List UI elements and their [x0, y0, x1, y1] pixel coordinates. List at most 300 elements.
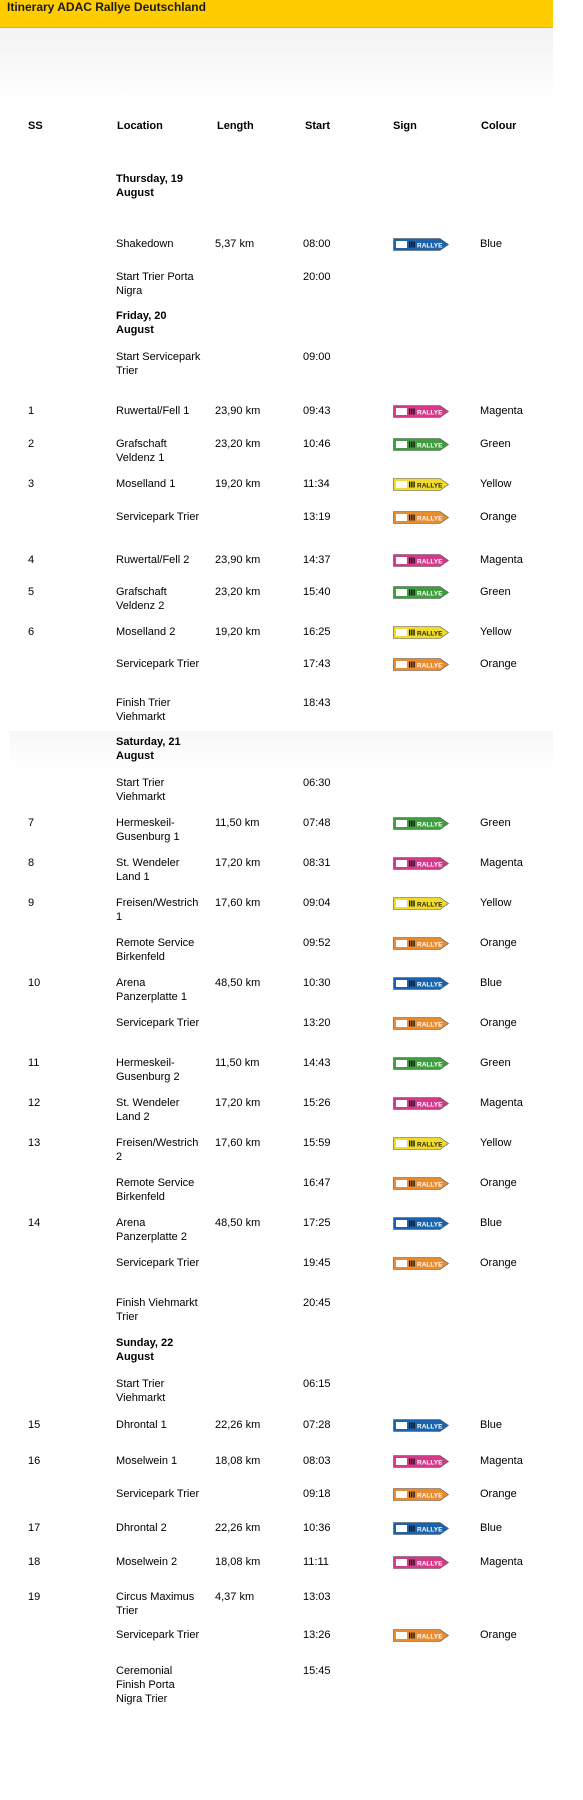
- rallye-arrow-sign: [393, 511, 449, 524]
- sign-logo-stripe: [411, 482, 412, 488]
- sign-label: RALLYE: [417, 662, 443, 670]
- rallye-sign-icon: [393, 1097, 449, 1110]
- rallye-sign-icon: [393, 1522, 449, 1535]
- stage-colour: Green: [480, 586, 511, 598]
- sign-logo-stripe: [411, 1141, 412, 1147]
- sign-logo-stripe: [413, 1101, 414, 1107]
- stage-colour: Yellow: [480, 626, 512, 638]
- day-band: [10, 731, 553, 771]
- stage-start-time: 06:15: [303, 1378, 331, 1390]
- stage-start-time: 08:00: [303, 238, 331, 250]
- stage-location: Dhrontal 1: [116, 1419, 167, 1431]
- sign-logo-stripe: [413, 630, 414, 636]
- stage-location: St. Wendeler Land 1: [116, 857, 180, 883]
- stage-start-time: 17:43: [303, 658, 331, 670]
- stage-number: 3: [28, 478, 35, 490]
- rallye-sign-icon: [393, 977, 449, 990]
- sign-logo-box: [396, 1100, 407, 1107]
- sign-logo-stripe: [413, 1141, 414, 1147]
- stage-colour: Blue: [480, 1419, 503, 1431]
- rallye-sign-icon: [393, 511, 449, 524]
- stage-location: Finish Trier Viehmarkt: [116, 697, 171, 723]
- stage-start-time: 10:46: [303, 438, 331, 450]
- stage-location: Moselland 1: [116, 478, 176, 490]
- sign-logo-stripe: [411, 630, 412, 636]
- stage-start-time: 08:31: [303, 857, 331, 869]
- sign-logo-box: [396, 1220, 407, 1227]
- stage-length: 19,20 km: [215, 478, 261, 490]
- day-heading: Thursday, 19 August: [116, 173, 184, 199]
- stage-number: 18: [28, 1556, 41, 1568]
- sign-logo-stripe: [409, 442, 410, 448]
- sign-logo-stripe: [411, 662, 412, 668]
- stage-location: Start Servicepark Trier: [116, 351, 201, 377]
- stage-start-time: 13:19: [303, 511, 331, 523]
- sign-logo-stripe: [413, 242, 414, 248]
- stage-start-time: 14:43: [303, 1057, 331, 1069]
- stage-location: Servicepark Trier: [116, 658, 200, 670]
- sign-logo-stripe: [413, 1061, 414, 1067]
- stage-length: 17,20 km: [215, 1097, 261, 1109]
- stage-number: 8: [28, 857, 35, 869]
- stage-number: 15: [28, 1419, 41, 1431]
- stage-number: 9: [28, 897, 35, 909]
- sign-logo-stripe: [409, 1526, 410, 1532]
- stage-location: Grafschaft Veldenz 2: [116, 586, 167, 612]
- rallye-sign-icon: [393, 1455, 449, 1468]
- stage-location: Moselwein 1: [116, 1455, 178, 1467]
- sign-label: RALLYE: [417, 409, 443, 417]
- sign-logo-box: [396, 514, 407, 521]
- stage-location: Arena Panzerplatte 2: [116, 1217, 187, 1243]
- stage-start-time: 19:45: [303, 1257, 331, 1269]
- sign-label: RALLYE: [417, 1459, 443, 1467]
- sign-logo-stripe: [413, 1261, 414, 1267]
- sign-logo-stripe: [411, 409, 412, 415]
- rallye-arrow-sign: [393, 1097, 449, 1110]
- rallye-arrow-sign: [393, 817, 449, 830]
- sign-logo-stripe: [409, 1141, 410, 1147]
- rallye-arrow-sign: [393, 1488, 449, 1501]
- sign-label: RALLYE: [417, 558, 443, 566]
- sign-logo-stripe: [411, 1492, 412, 1498]
- stage-length: 11,50 km: [215, 817, 260, 829]
- rallye-sign-icon: [393, 857, 449, 870]
- rallye-sign-icon: [393, 1629, 449, 1642]
- sign-logo-stripe: [411, 442, 412, 448]
- stage-location: Start Trier Porta Nigra: [116, 271, 194, 297]
- sign-logo-stripe: [409, 1560, 410, 1566]
- header-start: Start: [305, 120, 331, 132]
- sign-label: RALLYE: [417, 590, 443, 598]
- day-heading: Sunday, 22 August: [116, 1337, 174, 1363]
- rallye-sign-icon: [393, 586, 449, 599]
- stage-colour: Magenta: [480, 554, 523, 566]
- stage-length: 17,60 km: [215, 1137, 261, 1149]
- stage-colour: Magenta: [480, 405, 523, 417]
- stage-start-time: 09:04: [303, 897, 331, 909]
- sign-label: RALLYE: [417, 1181, 443, 1189]
- stage-start-time: 15:59: [303, 1137, 331, 1149]
- stage-number: 14: [28, 1217, 41, 1229]
- rallye-sign-icon: [393, 626, 449, 639]
- sign-logo-stripe: [409, 1061, 410, 1067]
- sign-logo-box: [396, 820, 407, 827]
- sign-logo-stripe: [413, 981, 414, 987]
- sign-label: RALLYE: [417, 1633, 443, 1641]
- stage-number: 10: [28, 977, 41, 989]
- sign-label: RALLYE: [417, 1492, 443, 1500]
- sign-logo-stripe: [411, 1261, 412, 1267]
- sign-logo-stripe: [411, 901, 412, 907]
- rallye-arrow-sign: [393, 977, 449, 990]
- sign-logo-box: [396, 860, 407, 867]
- stage-length: 11,50 km: [215, 1057, 260, 1069]
- sign-logo-stripe: [411, 1560, 412, 1566]
- sign-label: RALLYE: [417, 1423, 443, 1431]
- sign-logo-box: [396, 1020, 407, 1027]
- stage-colour: Orange: [480, 658, 517, 670]
- rallye-arrow-sign: [393, 1217, 449, 1230]
- sign-logo-stripe: [409, 941, 410, 947]
- sign-logo-box: [396, 940, 407, 947]
- stage-colour: Orange: [480, 1257, 517, 1269]
- sign-logo-stripe: [411, 981, 412, 987]
- page-title: Itinerary ADAC Rallye Deutschland: [7, 0, 206, 14]
- rallye-arrow-sign: [393, 405, 449, 418]
- stage-length: 22,26 km: [215, 1522, 261, 1534]
- stage-location: Servicepark Trier: [116, 1017, 200, 1029]
- sign-logo-box: [396, 408, 407, 415]
- sign-logo-stripe: [409, 1459, 410, 1465]
- sign-logo-box: [396, 629, 407, 636]
- sign-logo-stripe: [409, 1423, 410, 1429]
- stage-colour: Blue: [480, 238, 503, 250]
- sign-label: RALLYE: [417, 1261, 443, 1269]
- stage-number: 5: [28, 586, 35, 598]
- rallye-sign-icon: [393, 1217, 449, 1230]
- header-length: Length: [217, 120, 254, 132]
- header-sign: Sign: [393, 120, 417, 132]
- stage-start-time: 16:25: [303, 626, 331, 638]
- sign-logo-box: [396, 1060, 407, 1067]
- rallye-sign-icon: [393, 1177, 449, 1190]
- sign-logo-stripe: [413, 515, 414, 521]
- stage-number: 11: [28, 1057, 40, 1069]
- sign-label: RALLYE: [417, 630, 443, 638]
- stage-colour: Orange: [480, 1017, 517, 1029]
- stage-location: Freisen/Westrich 2: [116, 1137, 199, 1163]
- stage-length: 48,50 km: [215, 1217, 261, 1229]
- sign-label: RALLYE: [417, 1526, 443, 1534]
- sign-logo-stripe: [411, 1181, 412, 1187]
- sign-logo-stripe: [409, 242, 410, 248]
- sign-logo-box: [396, 1632, 407, 1639]
- sign-logo-box: [396, 557, 407, 564]
- stage-colour: Magenta: [480, 1556, 523, 1568]
- stage-colour: Orange: [480, 511, 517, 523]
- stage-number: 2: [28, 438, 35, 450]
- sign-label: RALLYE: [417, 1141, 443, 1149]
- sign-label: RALLYE: [417, 941, 443, 949]
- sign-logo-stripe: [411, 515, 412, 521]
- sign-label: RALLYE: [417, 821, 443, 829]
- sign-logo-stripe: [411, 1633, 412, 1639]
- sign-logo-stripe: [411, 1061, 412, 1067]
- sign-logo-stripe: [413, 662, 414, 668]
- stage-start-time: 09:00: [303, 351, 331, 363]
- sign-logo-box: [396, 1525, 407, 1532]
- stage-number: 7: [28, 817, 35, 829]
- sign-label: RALLYE: [417, 981, 443, 989]
- sign-logo-stripe: [413, 442, 414, 448]
- stage-colour: Yellow: [480, 897, 512, 909]
- sign-label: RALLYE: [417, 515, 443, 523]
- sign-logo-box: [396, 589, 407, 596]
- rallye-arrow-sign: [393, 1057, 449, 1070]
- sign-label: RALLYE: [417, 1021, 443, 1029]
- stage-colour: Orange: [480, 1177, 517, 1189]
- stage-length: 23,20 km: [215, 438, 261, 450]
- sign-logo-stripe: [409, 1633, 410, 1639]
- sign-logo-stripe: [411, 1021, 412, 1027]
- sign-logo-stripe: [409, 482, 410, 488]
- sign-logo-stripe: [409, 981, 410, 987]
- stage-colour: Magenta: [480, 1097, 523, 1109]
- rallye-arrow-sign: [393, 1455, 449, 1468]
- stage-number: 1: [28, 405, 35, 417]
- sign-logo-stripe: [411, 1221, 412, 1227]
- rallye-sign-icon: [393, 817, 449, 830]
- sign-logo-box: [396, 1491, 407, 1498]
- rallye-sign-icon: [393, 1137, 449, 1150]
- stage-start-time: 14:37: [303, 554, 331, 566]
- sign-logo-stripe: [411, 590, 412, 596]
- rallye-sign-icon: [393, 1017, 449, 1030]
- stage-location: Freisen/Westrich 1: [116, 897, 199, 923]
- rallye-arrow-sign: [393, 937, 449, 950]
- stage-location: Ceremonial Finish Porta Nigra Trier: [116, 1665, 175, 1705]
- rallye-arrow-sign: [393, 857, 449, 870]
- sign-logo-box: [396, 241, 407, 248]
- sign-logo-box: [396, 661, 407, 668]
- sign-logo-stripe: [413, 1492, 414, 1498]
- stage-location: Servicepark Trier: [116, 1488, 200, 1500]
- sign-logo-stripe: [413, 409, 414, 415]
- sign-logo-stripe: [409, 901, 410, 907]
- stage-colour: Orange: [480, 937, 517, 949]
- sign-logo-stripe: [413, 1423, 414, 1429]
- header-fade: [0, 28, 553, 103]
- sign-label: RALLYE: [417, 901, 443, 909]
- sign-logo-box: [396, 1422, 407, 1429]
- stage-location: Dhrontal 2: [116, 1522, 167, 1534]
- title-bar: [0, 0, 553, 28]
- rallye-sign-icon: [393, 1488, 449, 1501]
- stage-colour: Yellow: [480, 1137, 512, 1149]
- stage-location: Hermeskeil-Gusenburg 2: [116, 1057, 180, 1083]
- sign-logo-stripe: [411, 558, 412, 564]
- stage-start-time: 11:11: [303, 1556, 329, 1568]
- rallye-arrow-sign: [393, 1419, 449, 1432]
- rallye-arrow-sign: [393, 626, 449, 639]
- rallye-arrow-sign: [393, 658, 449, 671]
- stage-location: Hermeskeil-Gusenburg 1: [116, 817, 180, 843]
- day-heading: Friday, 20 August: [116, 310, 167, 336]
- sign-logo-box: [396, 481, 407, 488]
- stage-start-time: 17:25: [303, 1217, 331, 1229]
- sign-logo-stripe: [413, 1560, 414, 1566]
- stage-number: 16: [28, 1455, 41, 1467]
- sign-logo-stripe: [409, 1261, 410, 1267]
- sign-logo-stripe: [413, 861, 414, 867]
- stage-number: 13: [28, 1137, 41, 1149]
- rallye-arrow-sign: [393, 1177, 449, 1190]
- stage-location: St. Wendeler Land 2: [116, 1097, 180, 1123]
- stage-number: 4: [28, 554, 35, 566]
- sign-label: RALLYE: [417, 1560, 443, 1568]
- rallye-arrow-sign: [393, 1556, 449, 1569]
- rallye-sign-icon: [393, 1057, 449, 1070]
- sign-logo-box: [396, 980, 407, 987]
- sign-logo-box: [396, 1559, 407, 1566]
- stage-start-time: 15:26: [303, 1097, 331, 1109]
- sign-logo-stripe: [413, 482, 414, 488]
- stage-length: 23,20 km: [215, 586, 261, 598]
- stage-location: Ruwertal/Fell 2: [116, 554, 190, 566]
- stage-start-time: 15:40: [303, 586, 331, 598]
- stage-location: Servicepark Trier: [116, 511, 200, 523]
- stage-colour: Magenta: [480, 857, 523, 869]
- rallye-arrow-sign: [393, 897, 449, 910]
- rallye-arrow-sign: [393, 478, 449, 491]
- stage-length: 18,08 km: [215, 1556, 261, 1568]
- stage-colour: Orange: [480, 1488, 517, 1500]
- stage-start-time: 07:28: [303, 1419, 331, 1431]
- stage-start-time: 06:30: [303, 777, 331, 789]
- rallye-arrow-sign: [393, 1017, 449, 1030]
- sign-logo-stripe: [411, 861, 412, 867]
- stage-start-time: 13:03: [303, 1591, 331, 1603]
- sign-logo-stripe: [413, 1459, 414, 1465]
- sign-logo-box: [396, 1140, 407, 1147]
- stage-location: Start Trier Viehmarkt: [116, 777, 166, 803]
- stage-location: Moselland 2: [116, 626, 176, 638]
- stage-start-time: 15:45: [303, 1665, 331, 1677]
- rallye-arrow-sign: [393, 586, 449, 599]
- stage-length: 5,37 km: [215, 238, 255, 250]
- stage-start-time: 18:43: [303, 697, 331, 709]
- sign-logo-box: [396, 1458, 407, 1465]
- stage-location: Remote Service Birkenfeld: [116, 1177, 195, 1203]
- sign-logo-stripe: [411, 242, 412, 248]
- sign-label: RALLYE: [417, 1221, 443, 1229]
- stage-colour: Green: [480, 817, 511, 829]
- stage-location: Ruwertal/Fell 1: [116, 405, 190, 417]
- rallye-sign-icon: [393, 405, 449, 418]
- sign-label: RALLYE: [417, 482, 443, 490]
- stage-location: Servicepark Trier: [116, 1257, 200, 1269]
- rallye-sign-icon: [393, 554, 449, 567]
- rallye-sign-icon: [393, 238, 449, 251]
- rallye-arrow-sign: [393, 438, 449, 451]
- stage-location: Circus Maximus Trier: [116, 1591, 195, 1617]
- stage-start-time: 09:52: [303, 937, 331, 949]
- rallye-arrow-sign: [393, 554, 449, 567]
- sign-logo-stripe: [413, 1633, 414, 1639]
- rallye-sign-icon: [393, 1257, 449, 1270]
- sign-logo-stripe: [411, 1101, 412, 1107]
- sign-logo-stripe: [409, 590, 410, 596]
- rallye-arrow-sign: [393, 1257, 449, 1270]
- sign-logo-stripe: [409, 515, 410, 521]
- rallye-sign-icon: [393, 658, 449, 671]
- rallye-arrow-sign: [393, 1137, 449, 1150]
- stage-length: 23,90 km: [215, 554, 261, 566]
- sign-logo-stripe: [411, 1423, 412, 1429]
- rallye-sign-icon: [393, 438, 449, 451]
- sign-logo-stripe: [409, 558, 410, 564]
- sign-logo-stripe: [413, 1221, 414, 1227]
- stage-start-time: 13:20: [303, 1017, 331, 1029]
- sign-logo-stripe: [409, 1101, 410, 1107]
- stage-start-time: 10:30: [303, 977, 331, 989]
- stage-colour: Blue: [480, 977, 503, 989]
- sign-logo-box: [396, 1260, 407, 1267]
- stage-start-time: 20:00: [303, 271, 331, 283]
- sign-logo-stripe: [413, 941, 414, 947]
- stage-location: Shakedown: [116, 238, 174, 250]
- stage-colour: Green: [480, 1057, 511, 1069]
- sign-logo-stripe: [413, 901, 414, 907]
- stage-start-time: 10:36: [303, 1522, 331, 1534]
- stage-colour: Green: [480, 438, 511, 450]
- header-colour: Colour: [481, 120, 517, 132]
- sign-logo-stripe: [413, 590, 414, 596]
- sign-label: RALLYE: [417, 1061, 443, 1069]
- stage-location: Grafschaft Veldenz 1: [116, 438, 167, 464]
- rallye-sign-icon: [393, 1556, 449, 1569]
- stage-start-time: 16:47: [303, 1177, 331, 1189]
- sign-logo-stripe: [413, 1021, 414, 1027]
- stage-start-time: 11:34: [303, 478, 330, 490]
- stage-location: Remote Service Birkenfeld: [116, 937, 195, 963]
- stage-start-time: 07:48: [303, 817, 331, 829]
- rallye-arrow-sign: [393, 1522, 449, 1535]
- stage-start-time: 09:43: [303, 405, 331, 417]
- stage-location: Finish Viehmarkt Trier: [116, 1297, 198, 1323]
- stage-start-time: 20:45: [303, 1297, 331, 1309]
- sign-logo-stripe: [409, 1021, 410, 1027]
- rallye-arrow-sign: [393, 1629, 449, 1642]
- sign-logo-stripe: [411, 1526, 412, 1532]
- sign-logo-stripe: [413, 558, 414, 564]
- stage-length: 48,50 km: [215, 977, 261, 989]
- stage-length: 18,08 km: [215, 1455, 261, 1467]
- sign-label: RALLYE: [417, 442, 443, 450]
- rallye-sign-icon: [393, 897, 449, 910]
- stage-length: 17,20 km: [215, 857, 261, 869]
- sign-logo-stripe: [409, 821, 410, 827]
- rallye-sign-icon: [393, 937, 449, 950]
- sign-logo-stripe: [409, 662, 410, 668]
- sign-logo-stripe: [409, 630, 410, 636]
- rallye-sign-icon: [393, 478, 449, 491]
- sign-logo-stripe: [411, 821, 412, 827]
- sign-label: RALLYE: [417, 1101, 443, 1109]
- stage-start-time: 09:18: [303, 1488, 331, 1500]
- stage-location: Arena Panzerplatte 1: [116, 977, 187, 1003]
